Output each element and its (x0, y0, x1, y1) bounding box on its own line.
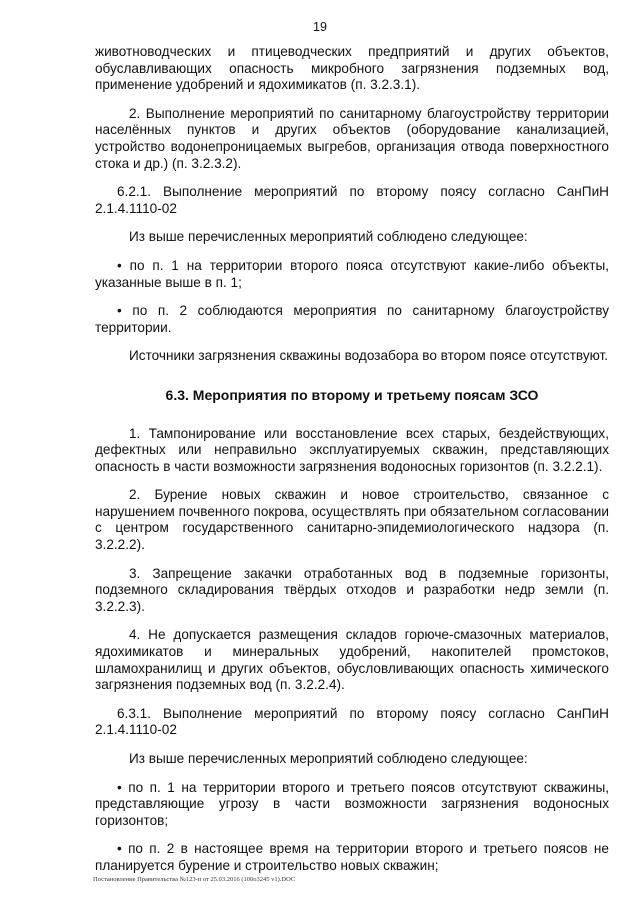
paragraph-observed-intro: Из выше перечисленных мероприятий соблюдено следующее: (129, 229, 528, 245)
bullet-item-2: • по п. 2 соблюдаются мероприятия по санитарному благоустройству территории. (95, 303, 609, 335)
paragraph-6-2-1: 6.2.1. Выполнение мероприятий по второму поясу согласно СанПиН 2.1.4.1110-02 (95, 184, 609, 216)
page-number: 19 (313, 20, 327, 34)
paragraph-6-3-1: 6.3.1. Выполнение мероприятий по второму поясу согласно СанПиН 2.1.4.1110-02 (95, 705, 609, 738)
paragraph-measure-2: 2. Бурение новых скважин и новое строительство, связанное с нарушением почвенного покрова, осуществлять при обязательном согласовании с центром государственного санитарно-эпидемиологического надзора (п. 3.2.2.2). (95, 487, 609, 553)
paragraph-item-2: 2. Выполнение мероприятий по санитарному благоустройству территории населённых пунктов и других объектов (оборудование канализацией, устройство водонепроницаемых выгребов, организация отвода поверхностного стока и др.) (п. 3.2.3.2). (95, 105, 609, 171)
paragraph-measure-4: 4. Не допускается размещения складов горюче-смазочных материалов, ядохимикатов и минеральных удобрений, накопителей промстоков, шламохранилищ и других объектов, обусловливающих опасность химического загрязнения подземных вод (п. 3.2.2.4). (95, 627, 609, 693)
paragraph-measure-1: 1. Тампонирование или восстановление всех старых, бездействующих, дефектных или неправильно эксплуатируемых скважин, представляющих опасность в части возможности загрязнения водоносных горизонтов (п. 3.2.2.1). (95, 425, 609, 474)
bullet-item-3: • по п. 1 на территории второго и третьего поясов отсутствуют скважины, представляющие угрозу в части возможности загрязнения водоносных горизонтов; (95, 779, 609, 828)
document-body (95, 44, 609, 887)
paragraph-continued: животноводческих и птицеводческих предприятий и других объектов, обуславливающих опасность микробного загрязнения подземных вод, применение удобрений и ядохимикатов (п. 3.2.3.1). (95, 44, 609, 93)
paragraph-sources: Источники загрязнения скважины водозабора во втором поясе отсутствуют. (129, 348, 609, 364)
paragraph-observed-intro-2: Из выше перечисленных мероприятий соблюдено следующее: (129, 751, 528, 766)
paragraph-measure-3: 3. Запрещение закачки отработанных вод в подземные горизонты, подземного складирования твёрдых отходов и разработки недр земли (п. 3.2.2.3). (95, 565, 609, 614)
bullet-item-4: • по п. 2 в настоящее время на территории второго и третьего поясов не планируется бурение и строительство новых скважин; (95, 841, 609, 873)
bullet-item-1: • по п. 1 на территории второго пояса отсутствуют какие-либо объекты, указанные выше в п. 1; (95, 257, 609, 290)
document-footer: Постановление Правительства №123-п от 25.03.2016 (100o3245 v1).DOC (93, 876, 296, 883)
section-heading: 6.3. Мероприятия по второму и третьему поясам ЗСО (165, 386, 539, 403)
